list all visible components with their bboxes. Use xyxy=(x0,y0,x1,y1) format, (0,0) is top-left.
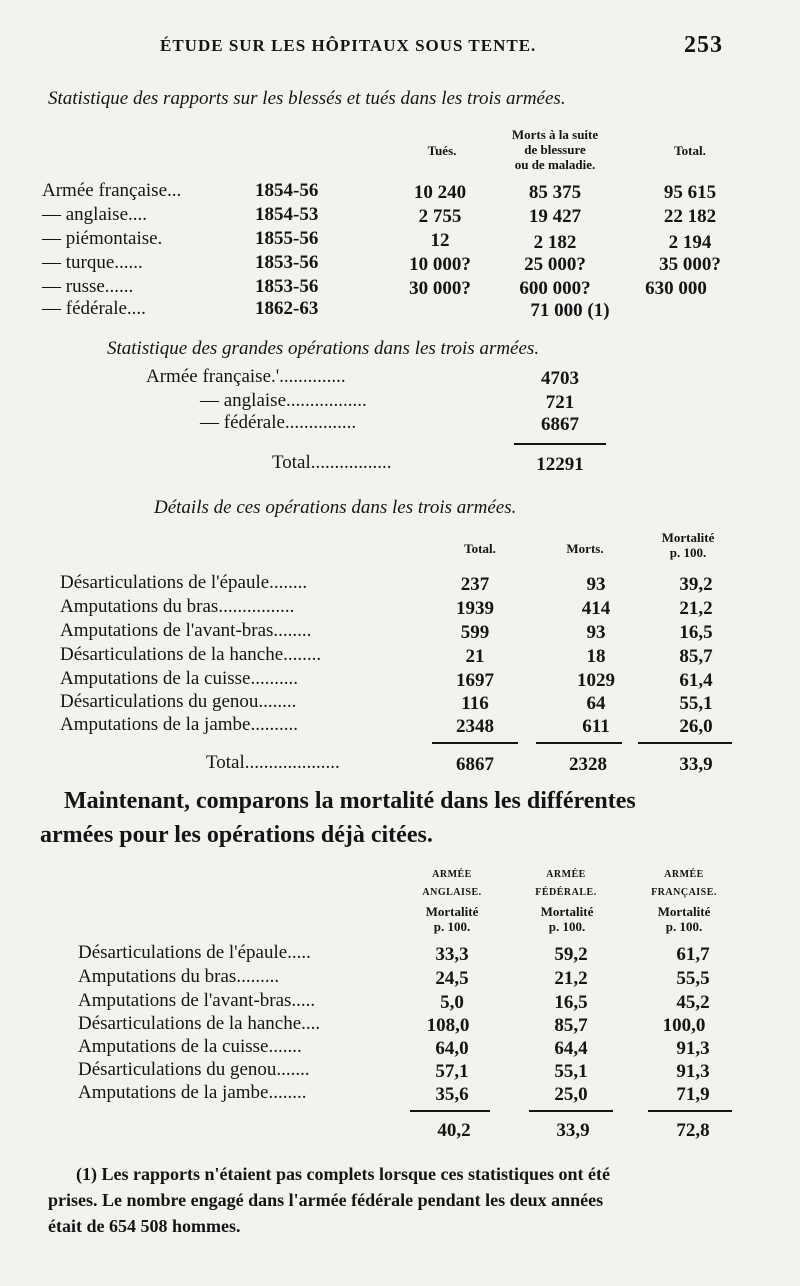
total-value: 6867 xyxy=(456,754,494,775)
table-row-years: 1854-53 xyxy=(255,204,319,225)
total-label: Total................. xyxy=(272,452,392,473)
table-row-label: Amputations du bras......... xyxy=(78,966,280,987)
head-line2: p. 100. xyxy=(548,919,586,934)
head-line1: Mortalité xyxy=(657,904,711,919)
table-row-years: 1855-56 xyxy=(255,228,319,249)
footnote-line2: prises. Le nombre engagé dans l'armée fédérale pendant les deux années xyxy=(48,1190,604,1210)
col-head-francaise xyxy=(642,904,726,934)
table-row-label: Amputations du bras................ xyxy=(60,596,295,617)
paragraph-line1: Maintenant, comparons la mortalité dans les différentes xyxy=(64,788,636,814)
table-row-label: — russe...... xyxy=(42,276,134,297)
table-cell: 18 xyxy=(586,646,606,667)
table-cell: 55,1 xyxy=(679,693,713,714)
table2-title: Statistique des grandes opérations dans les trois armées. xyxy=(107,338,540,359)
table-row-label: Désarticulations de la hanche........ xyxy=(60,644,322,665)
sum-rule xyxy=(410,1110,490,1112)
table3-title: Détails de ces opérations dans les trois armées. xyxy=(154,497,517,518)
table-cell: 64,0 xyxy=(435,1038,469,1059)
table-cell: 21 xyxy=(465,646,485,667)
col-army-francaise xyxy=(642,866,726,902)
table-cell: 93 xyxy=(586,574,606,595)
table-cell: 55,5 xyxy=(676,968,710,989)
head-line1: Mortalité xyxy=(540,904,594,919)
col-mortalite-line2: p. 100. xyxy=(669,545,707,560)
head-line1: Mortalité xyxy=(425,904,479,919)
table-row-label: Amputations de la cuisse.......... xyxy=(60,668,298,689)
table-cell: 85,7 xyxy=(679,646,713,667)
table-row-label: Désarticulations de la hanche.... xyxy=(78,1013,321,1034)
total-value: 72,8 xyxy=(676,1120,710,1141)
table-cell: 5,0 xyxy=(440,992,464,1013)
table-cell: 25,0 xyxy=(554,1084,588,1105)
table-row-label: Amputations de l'avant-bras..... xyxy=(78,990,316,1011)
table-cell: 91,3 xyxy=(676,1038,710,1059)
table-cell: 2 194 xyxy=(668,232,712,253)
table-row-label: Armée française... xyxy=(42,180,182,201)
table-cell: 57,1 xyxy=(435,1061,469,1082)
table-cell: 85 375 xyxy=(528,182,582,203)
table-cell: 599 xyxy=(460,622,490,643)
table-cell: 35,6 xyxy=(435,1084,469,1105)
table-cell: 24,5 xyxy=(435,968,469,989)
table-cell: 61,4 xyxy=(679,670,713,691)
table-cell: 95 615 xyxy=(663,182,717,203)
total-label: Total.................... xyxy=(206,752,340,773)
sum-rule xyxy=(648,1110,732,1112)
table-row-years: 1853-56 xyxy=(255,276,319,297)
table-cell: 26,0 xyxy=(679,716,713,737)
table-row-label: Amputations de l'avant-bras........ xyxy=(60,620,312,641)
col-morts-line2: de blessure xyxy=(524,142,586,157)
table-cell: 1939 xyxy=(456,598,494,619)
table-cell: 2 755 xyxy=(418,206,462,227)
table-row-label: Amputations de la cuisse....... xyxy=(78,1036,302,1057)
army-label-line2: FÉDÉRALE. xyxy=(535,887,597,898)
table-cell: 93 xyxy=(586,622,606,643)
total-value: 12291 xyxy=(536,454,584,475)
col-morts-line1: Morts à la suite xyxy=(511,127,599,142)
head-line2: p. 100. xyxy=(665,919,703,934)
table-row-label: — turque...... xyxy=(42,252,143,273)
table-row-years: 1853-56 xyxy=(255,252,319,273)
col-army-anglaise xyxy=(412,866,492,902)
table-row-label: — anglaise................. xyxy=(200,390,367,411)
army-label-line1: ARMÉE xyxy=(664,869,704,880)
sum-rule xyxy=(514,443,606,445)
table-cell: 100,0 xyxy=(662,1015,706,1036)
table-cell: 59,2 xyxy=(554,944,588,965)
footnote-line1: (1) Les rapports n'étaient pas complets lorsque ces statistiques ont été xyxy=(76,1164,610,1184)
table-cell: 22 182 xyxy=(663,206,717,227)
table-cell: 4703 xyxy=(541,368,579,389)
table-row-label: — anglaise.... xyxy=(42,204,148,225)
col-head-anglaise xyxy=(410,904,494,934)
total-value: 2328 xyxy=(569,754,607,775)
table-cell: 6867 xyxy=(541,414,579,435)
sum-rule xyxy=(536,742,622,744)
table1-col-morts xyxy=(490,127,620,172)
col-head-federale xyxy=(525,904,609,934)
army-label-line2: ANGLAISE. xyxy=(422,887,482,898)
col-army-federale xyxy=(526,866,606,902)
table1-title: Statistique des rapports sur les blessés et tués dans les trois armées. xyxy=(48,88,566,109)
table-cell: 600 000? xyxy=(519,278,591,299)
total-value: 33,9 xyxy=(556,1120,590,1141)
table-cell: 414 xyxy=(581,598,611,619)
running-header: ÉTUDE SUR LES HÔPITAUX SOUS TENTE. xyxy=(160,36,537,55)
table-cell: 64 xyxy=(586,693,606,714)
table-cell: 91,3 xyxy=(676,1061,710,1082)
col-mortalite-line1: Mortalité xyxy=(661,530,715,545)
total-value: 33,9 xyxy=(679,754,713,775)
table-cell: 16,5 xyxy=(554,992,588,1013)
table-cell: 611 xyxy=(582,716,610,737)
table-cell: 85,7 xyxy=(554,1015,588,1036)
table-row-label: — fédérale.... xyxy=(42,298,146,319)
table-cell: 55,1 xyxy=(554,1061,588,1082)
table-cell: 721 xyxy=(545,392,575,413)
table-cell: 10 000? xyxy=(409,254,471,275)
table-cell: 39,2 xyxy=(679,574,713,595)
table-cell: 25 000? xyxy=(524,254,586,275)
table-row-label: Amputations de la jambe.......... xyxy=(60,714,298,735)
table-row-label: — piémontaise. xyxy=(42,228,163,249)
table-row-label: Désarticulations de l'épaule........ xyxy=(60,572,308,593)
table-row-years: 1854-56 xyxy=(255,180,319,201)
table-row-label: Amputations de la jambe........ xyxy=(78,1082,307,1103)
table-cell: 21,2 xyxy=(554,968,588,989)
table-cell: 45,2 xyxy=(676,992,710,1013)
table-cell: 35 000? xyxy=(659,254,721,275)
army-label-line2: FRANÇAISE. xyxy=(651,887,717,898)
table-row-label: Désarticulations de l'épaule..... xyxy=(78,942,311,963)
table-cell: 21,2 xyxy=(679,598,713,619)
table-cell: 61,7 xyxy=(676,944,710,965)
table-row-years: 1862-63 xyxy=(255,298,319,319)
table-cell: 2348 xyxy=(456,716,494,737)
table-cell: 71 000 (1) xyxy=(530,300,610,321)
table-cell: 10 240 xyxy=(413,182,467,203)
table1-col-total: Total. xyxy=(674,143,706,158)
table-cell: 1697 xyxy=(456,670,494,691)
table-cell: 2 182 xyxy=(533,232,577,253)
page-number: 253 xyxy=(684,32,723,58)
army-label-line1: ARMÉE xyxy=(546,869,586,880)
table-cell: 237 xyxy=(460,574,490,595)
sum-rule xyxy=(432,742,518,744)
table-cell: 12 xyxy=(430,230,450,251)
sum-rule xyxy=(529,1110,613,1112)
footnote-line3: était de 654 508 hommes. xyxy=(48,1216,241,1236)
paragraph-line2: armées pour les opérations déjà citées. xyxy=(40,822,433,848)
table3-col-morts: Morts. xyxy=(566,541,604,556)
table1-col-tues: Tués. xyxy=(427,143,457,158)
table-cell: 116 xyxy=(461,693,489,714)
table-cell: 630 000 xyxy=(645,278,707,299)
table-row-label: Désarticulations du genou....... xyxy=(78,1059,310,1080)
table-cell: 108,0 xyxy=(426,1015,470,1036)
table-cell: 33,3 xyxy=(435,944,469,965)
table-cell: 71,9 xyxy=(676,1084,710,1105)
table-cell: 16,5 xyxy=(679,622,713,643)
table-cell: 64,4 xyxy=(554,1038,588,1059)
table-cell: 30 000? xyxy=(409,278,471,299)
table-cell: 1029 xyxy=(577,670,615,691)
sum-rule xyxy=(638,742,732,744)
total-value: 40,2 xyxy=(437,1120,471,1141)
col-morts-line3: ou de maladie. xyxy=(514,157,596,172)
table-row-label: — fédérale............... xyxy=(200,412,357,433)
table-row-label: Désarticulations du genou........ xyxy=(60,691,297,712)
table-cell: 19 427 xyxy=(528,206,582,227)
army-label-line1: ARMÉE xyxy=(432,869,472,880)
table3-col-total: Total. xyxy=(464,541,496,556)
table3-col-mortalite xyxy=(648,530,728,560)
head-line2: p. 100. xyxy=(433,919,471,934)
table-row-label: Armée française.'.............. xyxy=(146,366,346,387)
